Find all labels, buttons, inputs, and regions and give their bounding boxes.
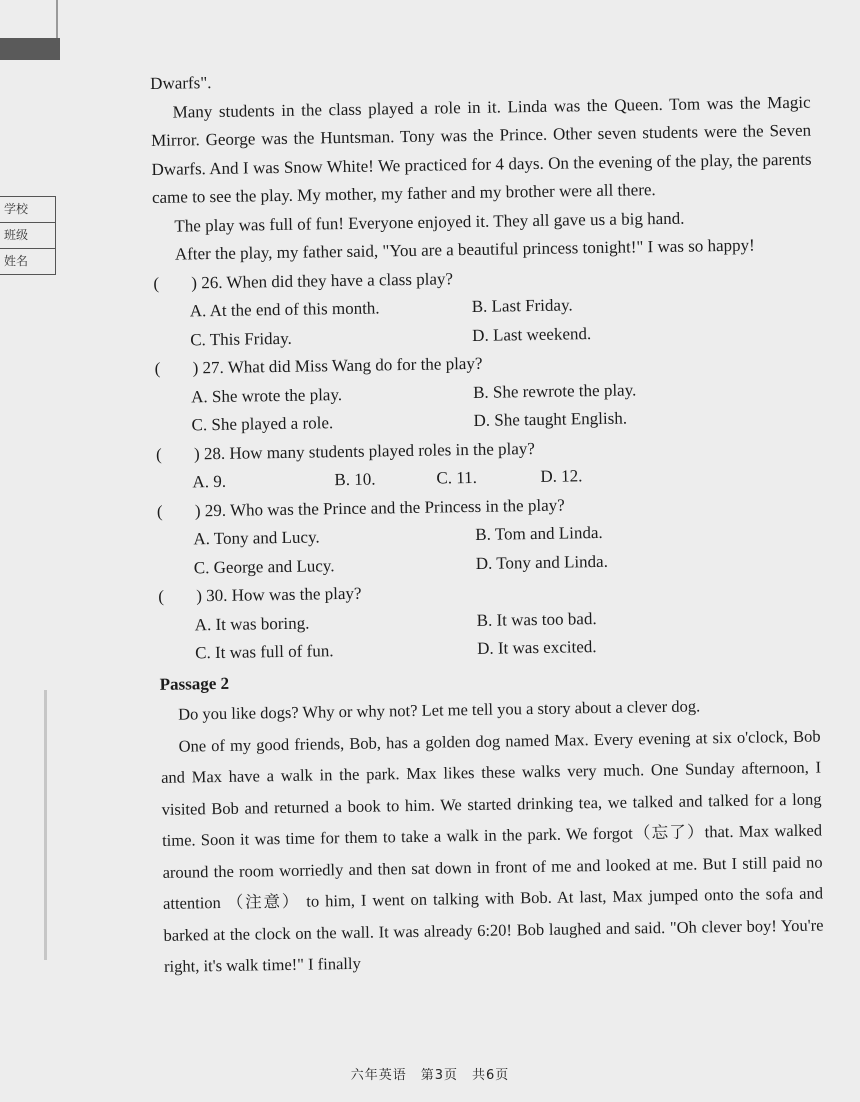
passage1-fragment: Dwarfs". — [150, 73, 212, 93]
option-d: D. She taught English. — [473, 408, 628, 430]
exam-text — [150, 60, 824, 983]
option-d: D. It was excited. — [476, 637, 597, 658]
option-a: A. At the end of this month. — [189, 298, 380, 321]
option-c: C. George and Lucy. — [193, 555, 335, 577]
binding-edge-line — [56, 0, 58, 40]
option-a: A. She wrote the play. — [190, 384, 343, 406]
answer-blank: ( — [153, 273, 160, 293]
name-label: 姓名 — [4, 254, 29, 268]
option-c: C. 11. — [436, 467, 478, 488]
option-c: C. She played a role. — [191, 413, 334, 435]
option-a: A. Tony and Lucy. — [193, 527, 320, 549]
option-b: B. Tom and Linda. — [475, 522, 603, 544]
question-text: ) 29. Who was the Prince and the Princess in the play? — [194, 495, 565, 520]
passage2-paragraph: Do you like dogs? Why or why not? Let me tell you a story about a clever dog. — [177, 696, 701, 724]
option-b: B. She rewrote the play. — [472, 379, 637, 402]
question-text: ) 30. How was the play? — [196, 583, 362, 606]
answer-blank: ( — [155, 444, 162, 464]
option-a: A. 9. — [192, 471, 227, 492]
passage2-title: Passage 2 — [159, 673, 230, 694]
option-b: B. Last Friday. — [471, 295, 573, 316]
passage1-paragraph: After the play, my father said, "You are a beautiful princess tonight!" I was so happy! — [174, 235, 755, 264]
binding-mark — [0, 38, 60, 60]
option-c: C. It was full of fun. — [195, 641, 334, 663]
class-label: 班级 — [0, 223, 55, 249]
option-c: C. This Friday. — [190, 328, 292, 349]
student-info-box — [0, 196, 56, 275]
answer-blank: ( — [156, 501, 163, 521]
option-a: A. It was boring. — [194, 613, 310, 634]
option-b: B. 10. — [334, 469, 376, 490]
option-d: D. 12. — [540, 466, 583, 486]
answer-blank: ( — [158, 586, 165, 606]
question-text: ) 26. When did they have a class play? — [191, 268, 454, 292]
passage1-paragraph: The play was full of fun! Everyone enjoyed it. They all gave us a big hand. — [174, 208, 685, 236]
question-text: ) 27. What did Miss Wang do for the play? — [192, 353, 483, 378]
passage1-paragraph: Many students in the class played a role in it. Linda was the Queen. Tom was the Magic Mirror. George was the Huntsman. Tony was the Prince. Other seven students were the Seven Dwarfs. And I was Snow White! We practiced for 4 days. On the evening of the play, the parents came to see the play. My mother, my father and my brother were all there. — [150, 92, 812, 207]
scan-artifact — [44, 690, 47, 960]
question-text: ) 28. How many students played roles in the play? — [193, 438, 536, 463]
option-b: B. It was too bad. — [476, 608, 597, 630]
option-d: D. Tony and Linda. — [475, 551, 609, 573]
page-footer: 六年英语 第3页 共6页 — [350, 1068, 510, 1083]
answer-blank: ( — [154, 358, 161, 378]
school-label: 学校 — [0, 197, 55, 223]
option-d: D. Last weekend. — [472, 323, 592, 345]
passage2-paragraph: One of my good friends, Bob, has a golden dog named Max. Every evening at six o'clock, Bob and Max have a walk in the park. Max likes these walks very much. One Sunday afternoon, I visited Bob and returned a book to him. We started drinking tea, we talked and talked for a long time. Soon it was time for them to take a walk in the park. We forgot（忘了）that. Max walked around the room worriedly and then sat down in front of me and looked at me. But I still paid no attention （注意） to him, I went on talking with Bob. At last, Max jumped onto the sofa and barked at the clock on the wall. It was already 6:20! Bob laughed and said. "Oh clever boy! You're right, it's walk time!" I finally — [160, 726, 824, 976]
